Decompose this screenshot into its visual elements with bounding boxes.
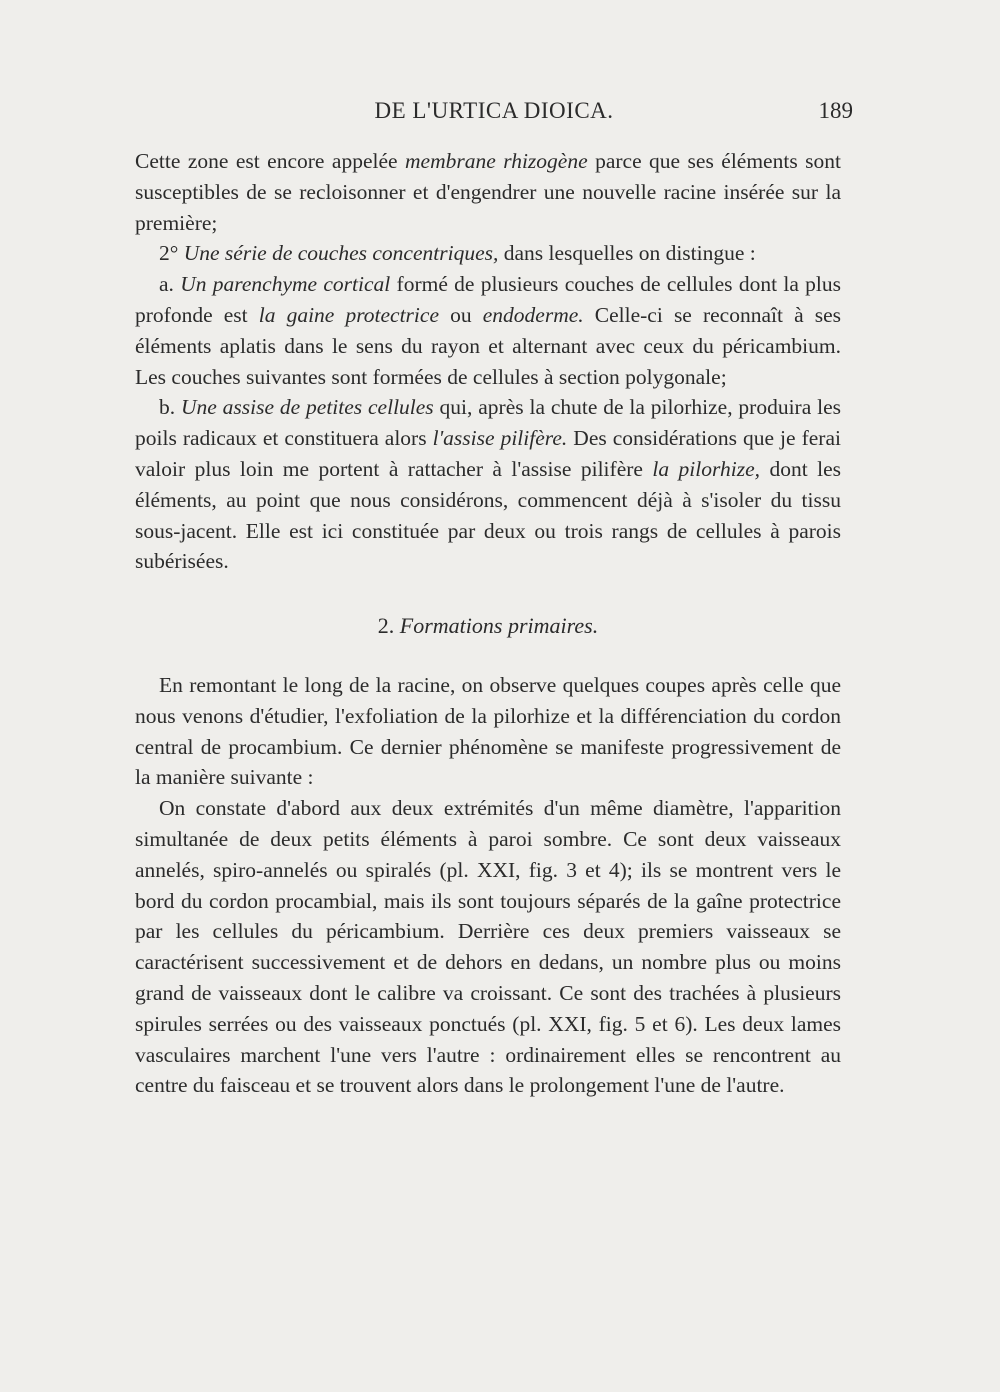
paragraph-6 xyxy=(135,793,841,1101)
italic-run: Un parenchyme cortical xyxy=(180,272,391,297)
italic-run: membrane rhizogène xyxy=(405,149,588,173)
text-run: 2° xyxy=(159,241,184,266)
text-run: Celle-ci se reconnaît à ses éléments aplatis dans le sens du rayon et alternant avec ceux du péricambium. Les couches suivantes sont formées de cellules à section polygonale; xyxy=(135,302,842,389)
text-run: ou xyxy=(439,302,483,327)
text-run: Des considérations que je ferai valoir plus loin me portent à rattacher à l'assise pilifère xyxy=(135,426,841,481)
running-title: DE L'URTICA DIOICA. xyxy=(374,98,614,123)
paragraph-5 xyxy=(135,670,841,793)
section-heading xyxy=(135,611,841,642)
text-run: dans lesquelles on distingue : xyxy=(498,241,756,266)
text-run: b. xyxy=(159,395,181,420)
italic-run: Une assise de petites cellules xyxy=(180,395,434,420)
body-text xyxy=(135,146,841,1101)
paragraph-3 xyxy=(135,269,841,392)
text-run: On constate d'abord aux deux extrémités d'un même diamètre, l'apparition simultanée de deux petits éléments à paroi sombre. Ce sont deux vaisseaux annelés, spiro-annelés ou spiralés (pl. XXI, fig. 3 et 4); ils se montrent vers le bord du cordon procambial, mais ils sont toujours séparés de la gaîne protectrice par les cellules du péricambium. Derrière ces deux premiers vaisseaux se caractérisent successivement et de dehors en dedans, un nombre plus ou moins grand de vaisseaux dont le calibre va croissant. Ce sont des trachées à plusieurs spirules serrées ou des vaisseaux ponctués (pl. XXI, fig. 5 et 6). Les deux lames vasculaires marchent l'une vers l'autre : ordinairement elles se rencontrent au centre du faisceau et se trouvent alors dans le prolongement l'une de l'autre. xyxy=(135,796,841,1098)
paragraph-1 xyxy=(135,146,841,238)
text-run: qui, après la chute de la pilorhize, produira les poils radicaux et constituera alors xyxy=(135,395,841,451)
italic-run: endoderme. xyxy=(482,302,584,327)
text-run: dont les éléments, au point que nous considérons, commencent déjà à s'isoler du tissu sous-jacent. Elle est ici constituée par deux ou trois rangs de cellules à parois subérisées. xyxy=(135,456,841,574)
italic-run: l'assise pilifère. xyxy=(432,426,568,451)
text-run: Cette zone est encore appelée xyxy=(135,149,406,173)
text-run: formé de plusieurs couches de cellules dont la plus profonde est xyxy=(135,272,842,327)
paragraph-2 xyxy=(135,238,841,269)
section-number: 2. xyxy=(377,613,395,639)
section-title: Formations primaires. xyxy=(399,613,599,639)
page-number: 189 xyxy=(818,98,853,123)
running-head xyxy=(135,94,853,128)
paragraph-4 xyxy=(135,392,841,577)
italic-run: Une série de couches concentriques, xyxy=(183,241,499,266)
italic-run: la pilorhize, xyxy=(652,456,760,481)
text-run: parce que ses éléments sont susceptibles de se recloisonner et d'engendrer une nouvelle racine insérée sur la première; xyxy=(135,149,841,235)
text-run: a. xyxy=(159,272,181,297)
italic-run: la gaine protectrice xyxy=(258,302,439,327)
text-run: En remontant le long de la racine, on observe quelques coupes après celle que nous venons d'étudier, l'exfoliation de la pilorhize et la différenciation du cordon central de procambium. Ce dernier phénomène se manifeste progressivement de la manière suivante : xyxy=(135,672,841,790)
